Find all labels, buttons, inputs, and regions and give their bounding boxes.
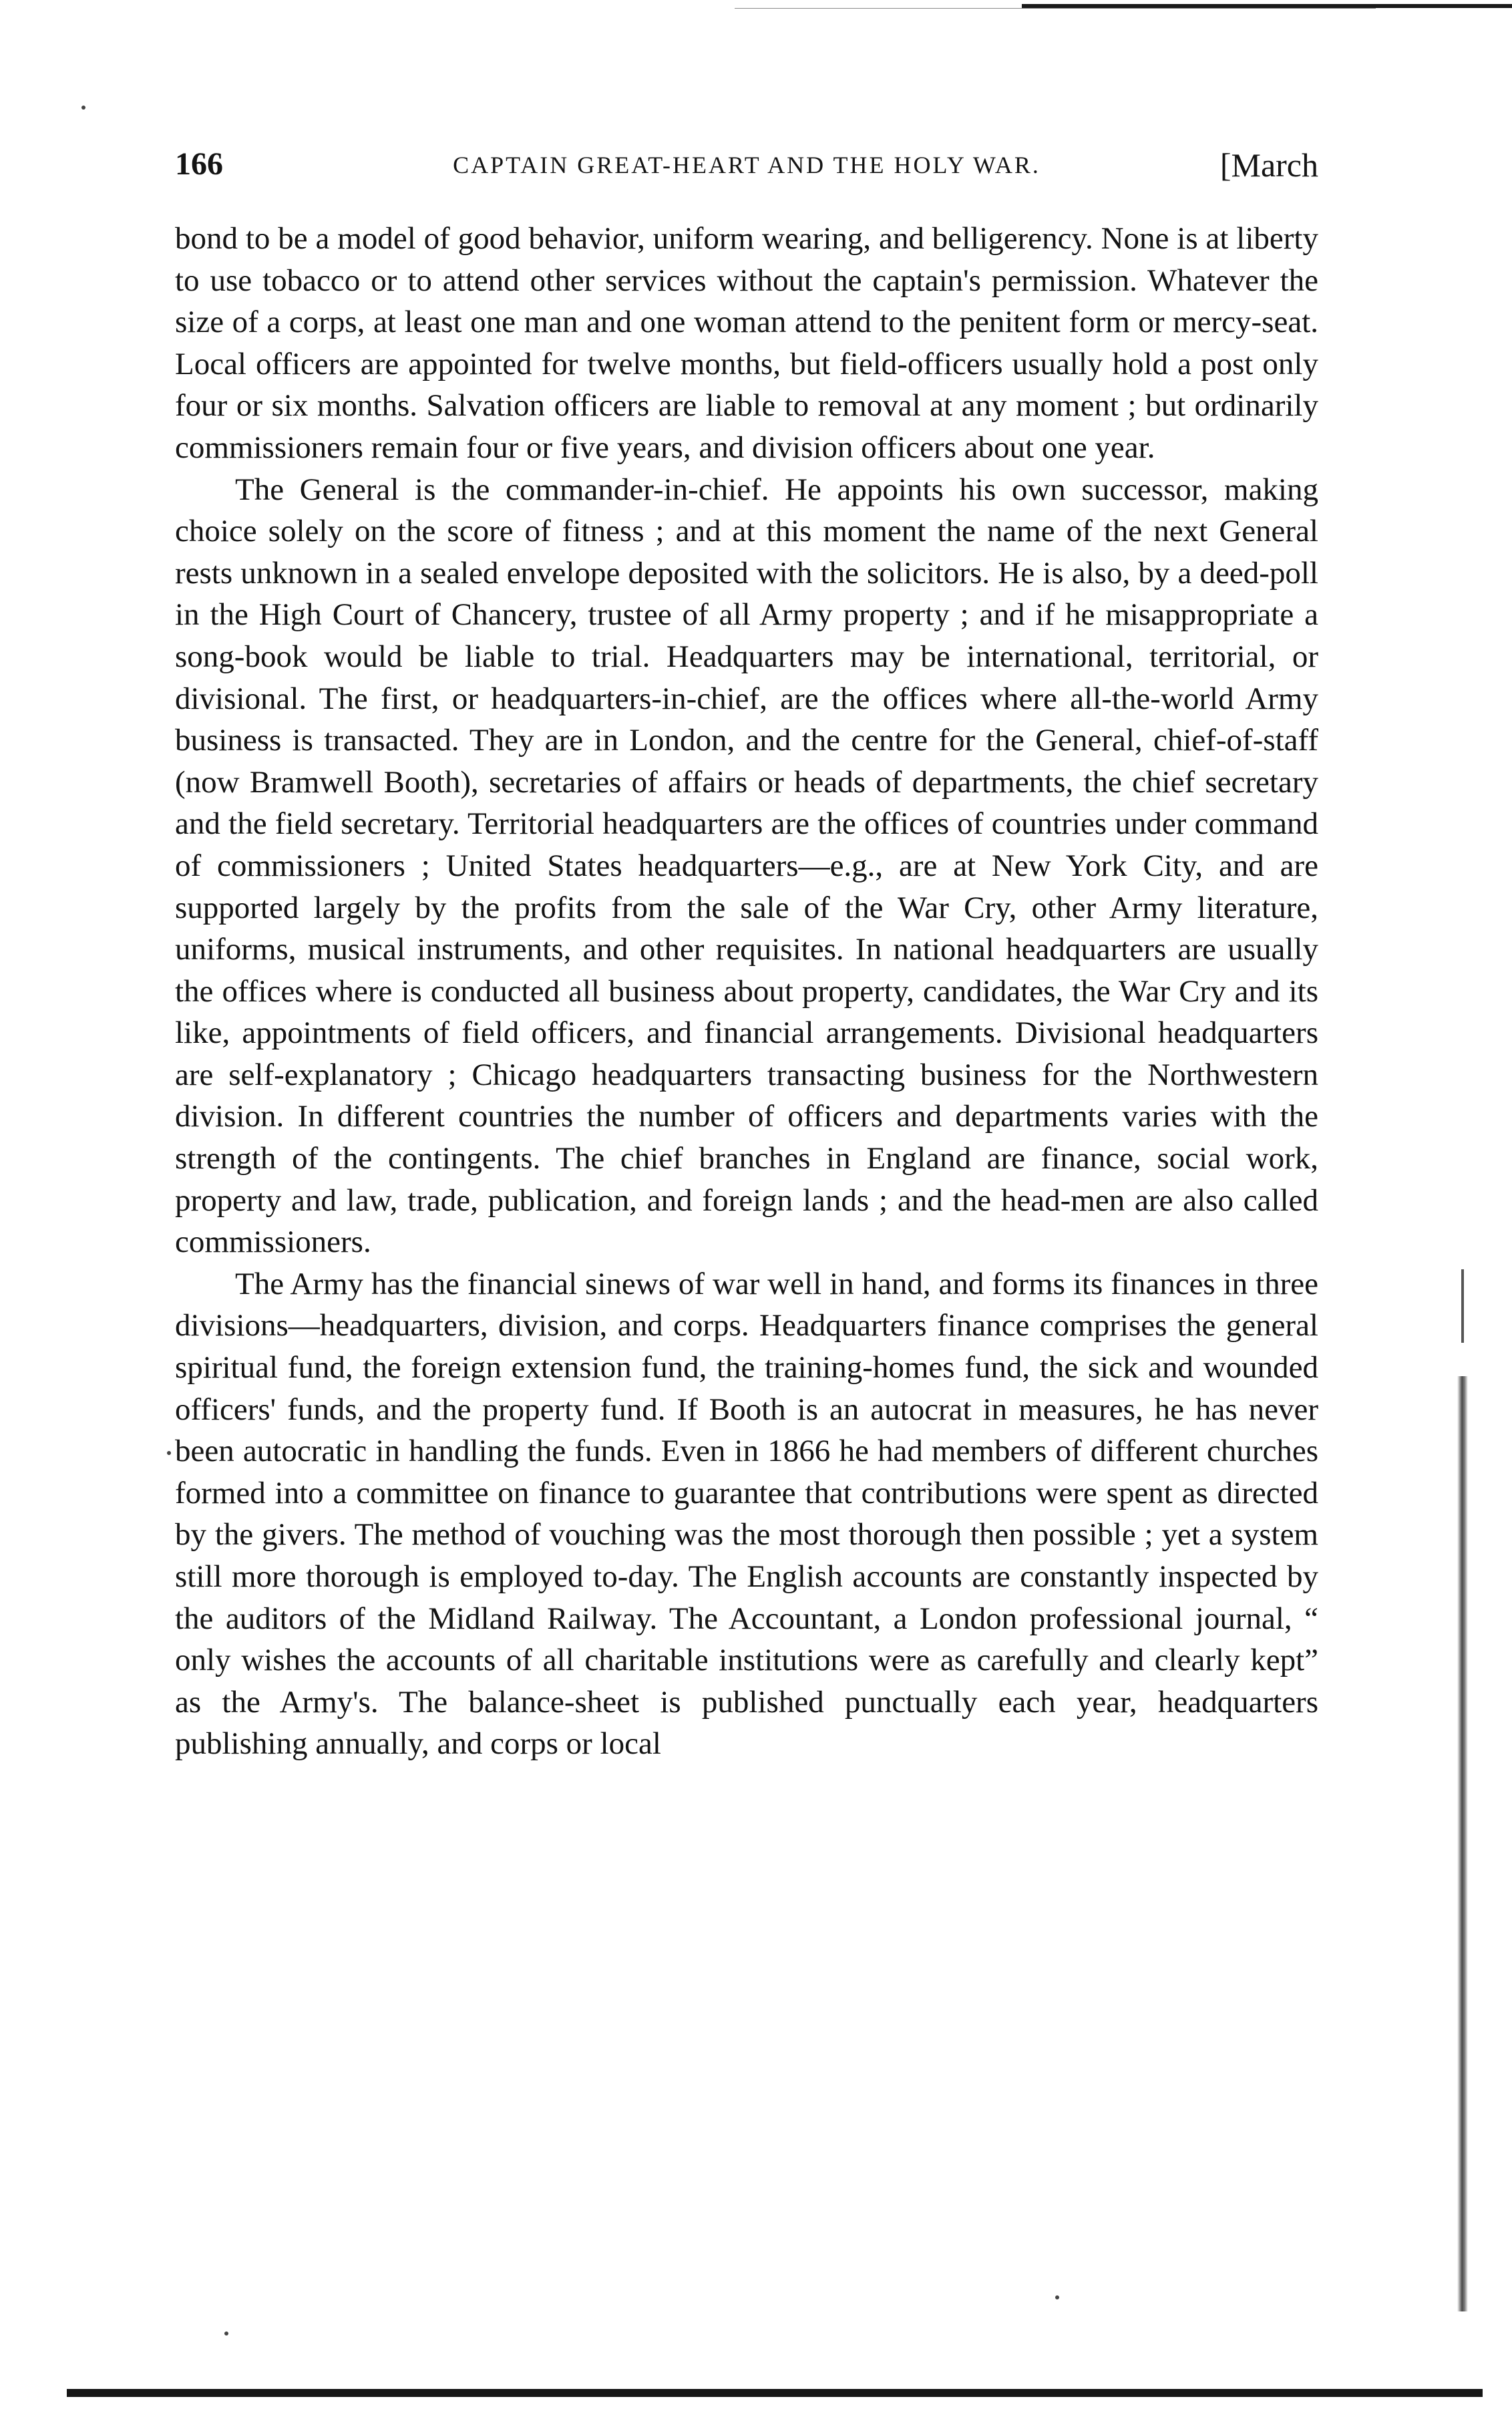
page-header xyxy=(175,146,1318,192)
scan-speck xyxy=(224,2331,228,2336)
body-text xyxy=(175,218,1318,1765)
scan-edge-shadow xyxy=(1457,1376,1468,2311)
page-number: 166 xyxy=(175,146,223,182)
paragraph-finances: The Army has the financial sinews of war well in hand, and forms its finances in three divisions—headquarters, division, and corps. Headquarters finance comprises the general spiritual fund, the foreign extension fund, the training-homes fund, the sick and wounded officers' funds, and the property fund. If Booth is an autocrat in measures, he has never been autocratic in handling the funds. Even in 1866 he had members of different churches formed into a committee on finance to guarantee that contributions were spent as directed by the givers. The method of vouching was the most thorough then possible ; yet a system still more thorough is employed to-day. The English accounts are constantly inspected by the auditors of the Midland Railway. The Accountant, a London professional journal, “ only wishes the accounts of all charitable institutions were as carefully and clearly kept” as the Army's. The balance-sheet is published punctually each year, headquarters publishing annually, and corps or local xyxy=(175,1266,1318,1762)
scan-border-bottom xyxy=(67,2389,1483,2397)
paragraph-continued: bond to be a model of good behavior, uniform wearing, and belligerency. None is at liberty to use tobacco or to attend other services without the captain's permission. Whatever the size of a corps, at least one man and one woman attend to the penitent form or mercy-seat. Local officers are appointed for twelve months, but field-officers usually hold a post only four or six months. Salvation officers are liable to removal at any moment ; but ordinarily commissioners remain four or five years, and division officers about one year. xyxy=(175,221,1318,465)
scan-speck xyxy=(1055,2295,1059,2299)
scan-speck xyxy=(167,1451,171,1455)
running-title: CAPTAIN GREAT-HEART AND THE HOLY WAR. xyxy=(453,152,1041,178)
paragraph-general: The General is the commander-in-chief. He appoints his own successor, making choice solely on the score of fitness ; and at this moment the name of the next General rests unknown in a sealed envelope deposited with the solicitors. He is also, by a deed-poll in the High Court of Chancery, trustee of all Army property ; and if he misappropriate a song-book would be liable to trial. Headquarters may be international, territorial, or divisional. The first, or headquarters-in-chief, are the offices where all-the-world Army business is transacted. They are in London, and the centre for the General, chief-of-staff (now Bramwell Booth), secretaries of affairs or heads of departments, the chief secretary and the field secretary. Territorial headquarters are the offices of countries under command of commissioners ; United States headquarters—e.g., are at New York City, and are supported largely by the profits from the sale of the War Cry, other Army literature, uniforms, musical instruments, and other requisites. In national headquarters are usually the offices where is conducted all business about property, candidates, the War Cry and its like, appointments of field officers, and financial arrangements. Divisional headquarters are self-explanatory ; Chicago headquarters transacting business for the Northwestern division. In different countries the number of officers and departments varies with the strength of the contingents. The chief branches in England are finance, social work, property and law, trade, publication, and foreign lands ; and the head-men are also called commissioners. xyxy=(175,472,1318,1260)
scan-border-top-thin xyxy=(735,8,1376,9)
header-month: [March xyxy=(1219,146,1318,184)
scan-edge-mark xyxy=(1461,1269,1464,1343)
scan-speck xyxy=(81,106,85,110)
